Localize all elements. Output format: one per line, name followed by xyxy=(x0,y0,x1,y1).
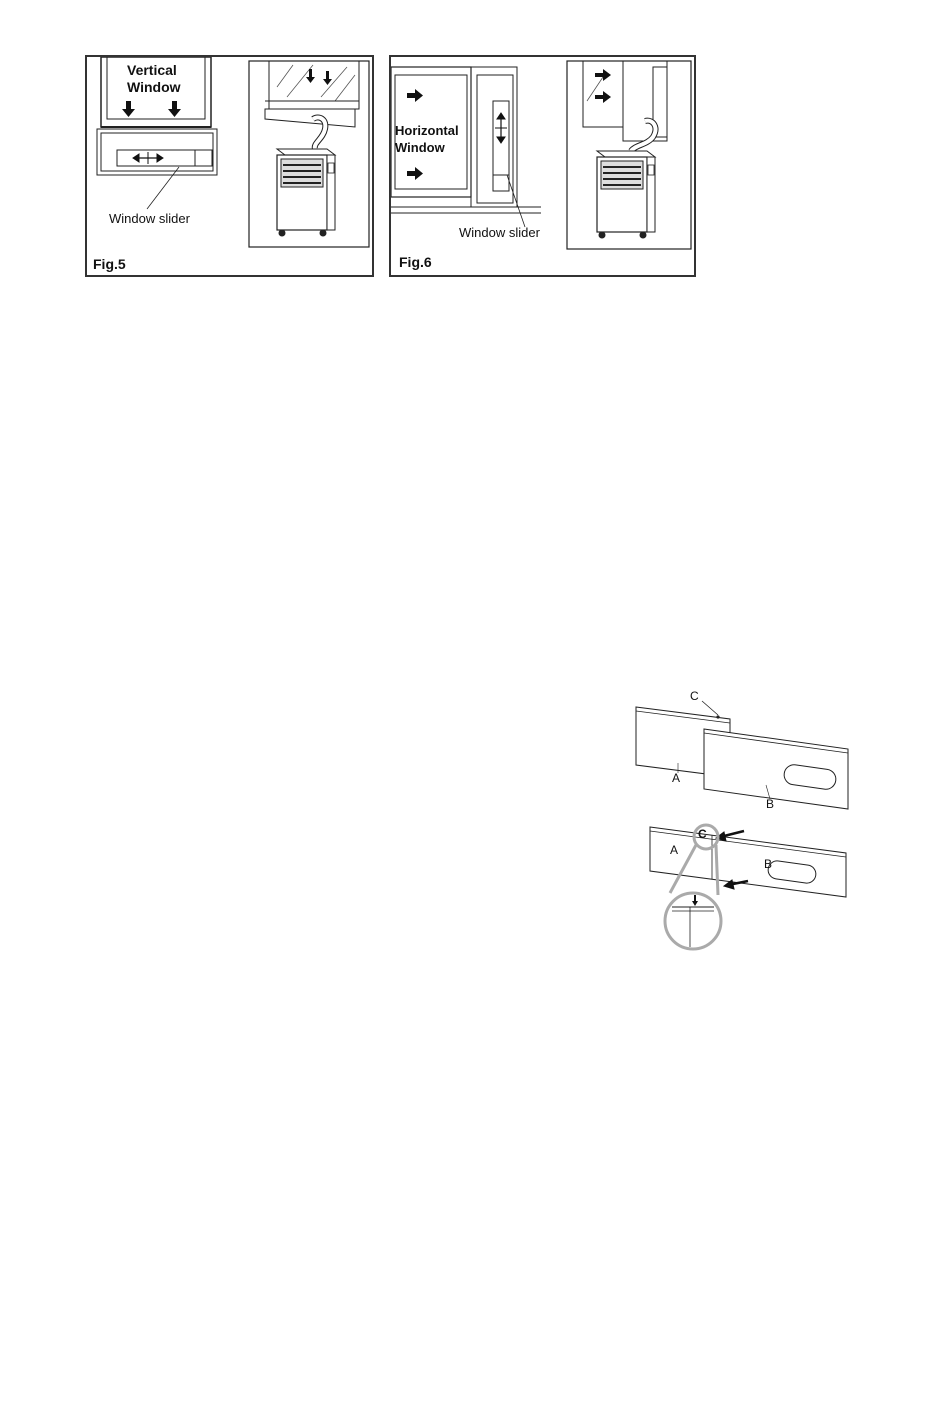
horizontal-window-illustration xyxy=(391,57,698,279)
label-b: B xyxy=(764,857,773,871)
window-title-line2: Window xyxy=(395,140,445,155)
window-slider-label: Window slider xyxy=(109,211,190,226)
label-a: A xyxy=(672,771,681,785)
window-title-line1: Horizontal xyxy=(395,123,459,138)
label-b: B xyxy=(766,797,775,811)
figure-5 xyxy=(85,55,374,277)
label-c: C xyxy=(690,689,699,703)
down-arrow-icon xyxy=(122,101,181,117)
window-kit-assembly-diagram xyxy=(620,685,860,955)
assembly-illustration xyxy=(620,685,860,955)
label-a: A xyxy=(670,843,679,857)
portable-ac-unit xyxy=(597,151,655,238)
figure-label: Fig.6 xyxy=(399,254,432,270)
figure-label: Fig.5 xyxy=(93,256,126,272)
window-title-line2: Window xyxy=(127,79,181,95)
label-c: C xyxy=(698,827,707,841)
figure-6 xyxy=(389,55,696,277)
portable-ac-unit xyxy=(277,149,335,236)
window-title-line1: Vertical xyxy=(127,62,177,78)
window-slider-label: Window slider xyxy=(459,225,540,240)
